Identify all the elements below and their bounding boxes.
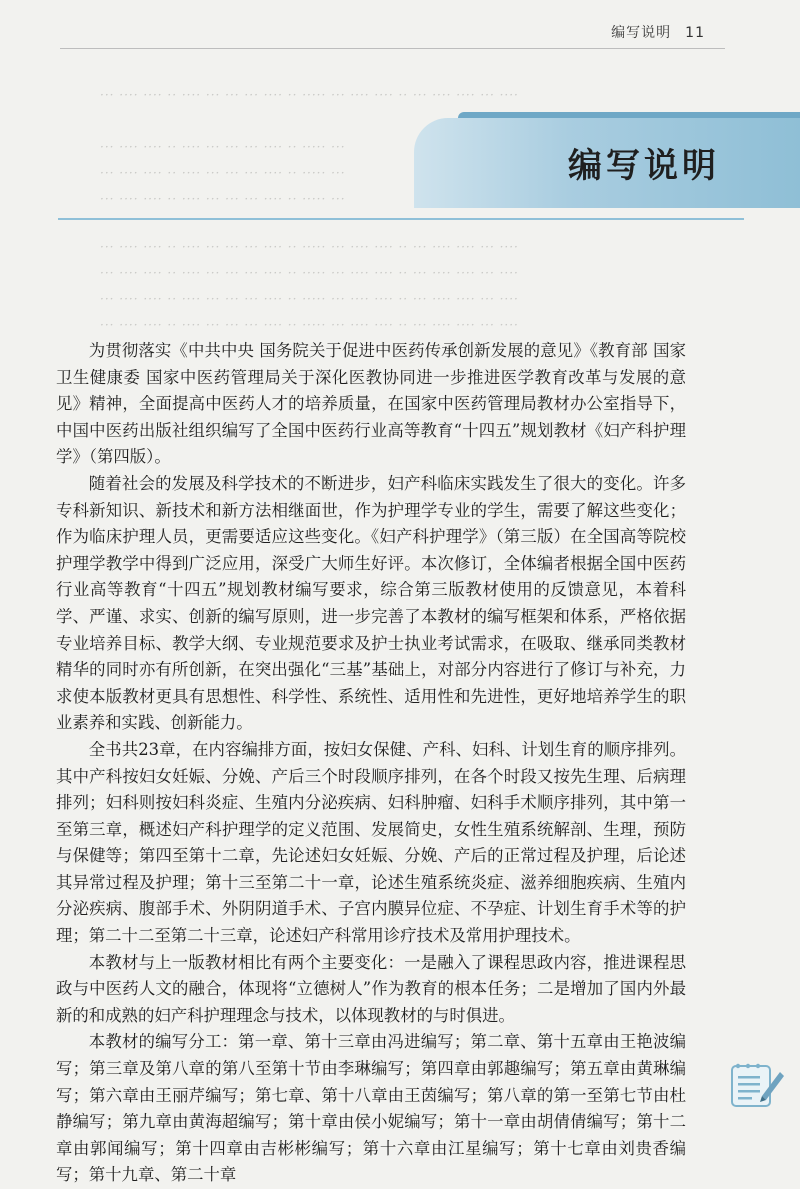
paragraph-changes: 本教材与上一版教材相比有两个主要变化：一是融入了课程思政内容，推进课程思政与中医药人文的融合，体现将“立德树人”作为教育的根本任务；二是增加了国内外最新的和成熟的妇产科护理理念与技术，以体现教材的与时俱进。 (56, 952, 686, 1025)
bleed-through-text: ··· ···· ···· ·· ···· ··· ··· ··· ···· ·· ····· ··· (100, 166, 346, 180)
bleed-through-text: ··· ···· ···· ·· ···· ··· ··· ··· ···· ·· ····· ··· ···· ···· ·· ··· ···· ···· ··· ···· (100, 88, 519, 102)
header-rule (60, 48, 725, 49)
body-text (56, 338, 686, 1189)
running-header-section: 编写说明 (611, 25, 672, 41)
bleed-through-text: ··· ···· ···· ·· ···· ··· ··· ··· ···· ·· ····· ··· ···· ···· ·· ··· ···· ···· ··· ···· (100, 318, 519, 332)
paragraph-authors: 本教材的编写分工：第一章、第十三章由冯进编写；第二章、第十五章由王艳波编写；第三章及第八章的第八至第十节由李琳编写；第四章由郭趣编写；第五章由黄琳编写；第六章由王丽芹编写；第七章、第十八章由王茵编写；第八章的第一至第七节由杜静编写；第九章由黄海超编写；第十章由侯小妮编写；第十一章由胡倩倩编写；第十二章由郭闻编写；第十四章由吉彬彬编写；第十六章由江星编写；第十七章由刘贵香编写；第十九章、第二十章 (56, 1032, 686, 1185)
page-title: 编写说明 (568, 146, 720, 186)
running-header (611, 22, 705, 42)
bleed-through-text: ··· ···· ···· ·· ···· ··· ··· ··· ···· ·· ····· ··· ···· ···· ·· ··· ···· ···· ··· ···· (100, 240, 519, 254)
title-rule (58, 218, 744, 220)
paragraph-revision: 随着社会的发展及科学技术的不断进步，妇产科临床实践发生了很大的变化。许多专科新知识、新技术和新方法相继面世，作为护理学专业的学生，需要了解这些变化；作为临床护理人员，更需要适应这些变化。《妇产科护理学》（第三版）在全国高等院校护理学教学中得到广泛应用，深受广大师生好评。本次修订，全体编者根据全国中医药行业高等教育“十四五”规划教材编写要求，综合第三版教材使用的反馈意见，本着科学、严谨、求实、创新的编写原则，进一步完善了本教材的编写框架和体系，严格依据专业培养目标、教学大纲、专业规范要求及护士执业考试需求，在吸取、继承同类教材精华的同时亦有所创新，在突出强化“三基”基础上，对部分内容进行了修订与补充，力求使本版教材更具有思想性、科学性、系统性、适用性和先进性，更好地培养学生的职业素养和实践、创新能力。 (56, 473, 686, 733)
notebook-pencil-icon (726, 1058, 786, 1114)
bleed-through-text: ··· ···· ···· ·· ···· ··· ··· ··· ···· ·· ····· ··· ···· ···· ·· ··· ···· ···· ··· ···· (100, 266, 519, 280)
bleed-through-text: ··· ···· ···· ·· ···· ··· ··· ··· ···· ·· ····· ··· ···· ···· ·· ··· ···· ···· ··· ···· (100, 292, 519, 306)
page-number: 11 (685, 25, 705, 41)
paragraph-intro: 为贯彻落实《中共中央 国务院关于促进中医药传承创新发展的意见》《教育部 国家卫生健康委 国家中医药管理局关于深化医教协同进一步推进医学教育改革与发展的意见》精神，全面提高中医药人才的培养质量，在国家中医药管理局教材办公室指导下，中国中医药出版社组织编写了全国中医药行业高等教育“十四五”规划教材《妇产科护理学》（第四版）。 (56, 341, 686, 467)
paragraph-structure: 全书共23章，在内容编排方面，按妇女保健、产科、妇科、计划生育的顺序排列。其中产科按妇女妊娠、分娩、产后三个时段顺序排列，在各个时段又按先生理、后病理排列；妇科则按妇科炎症、生殖内分泌疾病、妇科肿瘤、妇科手术顺序排列，其中第一至第三章，概述妇产科护理学的定义范围、发展简史，女性生殖系统解剖、生理，预防与保健等；第四至第十二章，先论述妇女妊娠、分娩、产后的正常过程及护理，后论述其异常过程及护理；第十三至第二十一章，论述生殖系统炎症、滋养细胞疾病、生殖内分泌疾病、腹部手术、外阴阴道手术、子宫内膜异位症、不孕症、计划生育手术等的护理；第二十二至第二十三章，论述妇产科常用诊疗技术及常用护理技术。 (56, 739, 686, 946)
bleed-through-text: ··· ···· ···· ·· ···· ··· ··· ··· ···· ·· ····· ··· (100, 140, 346, 154)
bleed-through-text: ··· ···· ···· ·· ···· ··· ··· ··· ···· ·· ····· ··· (100, 192, 346, 206)
